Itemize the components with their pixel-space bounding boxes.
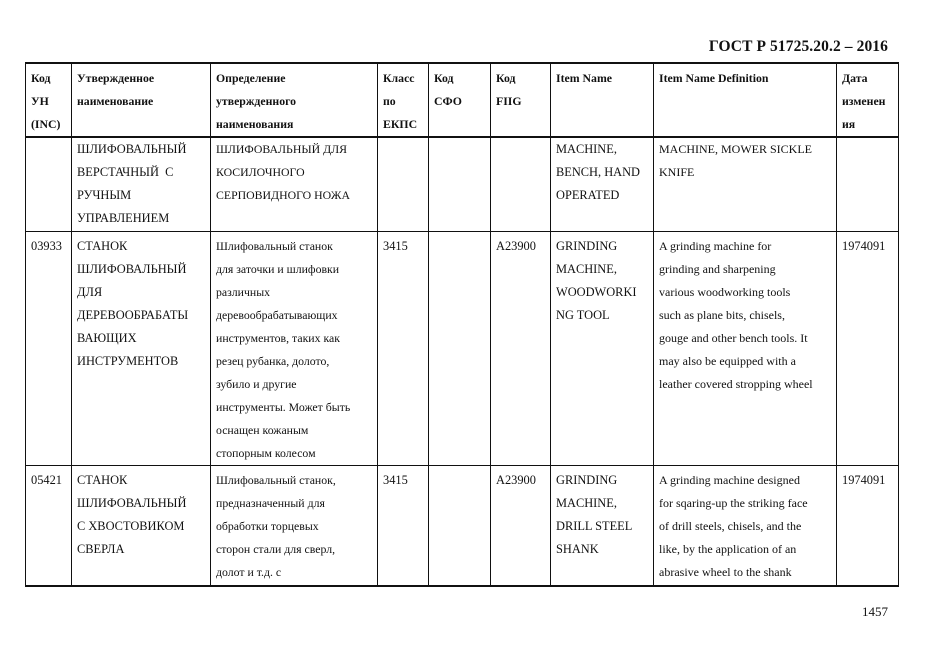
- col-header-sfo-code: Код СФО: [429, 63, 491, 137]
- table-row: [26, 466, 899, 587]
- cell-fiig-code: [491, 137, 551, 232]
- cell-approved-name: СТАНОК ШЛИФОВАЛЬНЫЙ С ХВОСТОВИКОМ СВЕРЛА: [72, 466, 211, 587]
- cell-inc: 03933: [26, 232, 72, 466]
- cell-approved-name: СТАНОК ШЛИФОВАЛЬНЫЙ ДЛЯ ДЕРЕВООБРАБАТЫ ВАЮЩИХ ИНСТРУМЕНТОВ: [72, 232, 211, 466]
- cell-definition-ru: Шлифовальный станок для заточки и шлифовки различных деревообрабатывающих инструментов, таких как резец рубанка, долото, зубило и другие инструменты. Может быть оснащен кожаным стопорным колесом: [211, 232, 378, 466]
- col-header-ekps-class: Класс по ЕКПС: [378, 63, 429, 137]
- col-header-fiig-code: Код FIIG: [491, 63, 551, 137]
- cell-change-date: 1974091: [837, 466, 899, 587]
- col-header-change-date: Дата изменен ия: [837, 63, 899, 137]
- table-row: [26, 232, 899, 466]
- cell-definition-ru: ШЛИФОВАЛЬНЫЙ ДЛЯ КОСИЛОЧНОГО СЕРПОВИДНОГО НОЖА: [211, 137, 378, 232]
- cell-item-definition: MACHINE, MOWER SICKLE KNIFE: [654, 137, 837, 232]
- col-header-item-definition: Item Name Definition: [654, 63, 837, 137]
- col-header-approved-name: Утвержденное наименование: [72, 63, 211, 137]
- cell-sfo-code: [429, 466, 491, 587]
- page-number: 1457: [862, 604, 888, 619]
- cell-item-name: GRINDING MACHINE, DRILL STEEL SHANK: [551, 466, 654, 587]
- cell-inc: [26, 137, 72, 232]
- col-header-inc: Код УН (INC): [26, 63, 72, 137]
- cell-item-name: GRINDING MACHINE, WOODWORKI NG TOOL: [551, 232, 654, 466]
- nomenclature-table: [25, 62, 899, 587]
- cell-item-definition: A grinding machine for grinding and sharpening various woodworking tools such as plane bits, chisels, gouge and other bench tools. It may also be equipped with a leather covered stropping wheel: [654, 232, 837, 466]
- col-header-item-name: Item Name: [551, 63, 654, 137]
- cell-sfo-code: [429, 137, 491, 232]
- standard-number: ГОСТ Р 51725.20.2 – 2016: [708, 38, 888, 55]
- cell-ekps-class: 3415: [378, 232, 429, 466]
- cell-change-date: [837, 137, 899, 232]
- cell-inc: 05421: [26, 466, 72, 587]
- cell-change-date: 1974091: [837, 232, 899, 466]
- cell-fiig-code: A23900: [491, 466, 551, 587]
- cell-ekps-class: 3415: [378, 466, 429, 587]
- cell-fiig-code: A23900: [491, 232, 551, 466]
- table-row: [26, 137, 899, 232]
- cell-definition-ru: Шлифовальный станок, предназначенный для обработки торцевых сторон стали для сверл, долот и т.д. с: [211, 466, 378, 587]
- cell-item-definition: A grinding machine designed for sqaring-up the striking face of drill steels, chisels, and the like, by the application of an abrasive wheel to the shank: [654, 466, 837, 587]
- cell-sfo-code: [429, 232, 491, 466]
- cell-ekps-class: [378, 137, 429, 232]
- table-header-row: [26, 63, 899, 137]
- cell-approved-name: ШЛИФОВАЛЬНЫЙ ВЕРСТАЧНЫЙ С РУЧНЫМ УПРАВЛЕНИЕМ: [72, 137, 211, 232]
- col-header-definition-ru: Определение утвержденного наименования: [211, 63, 378, 137]
- cell-item-name: MACHINE, BENCH, HAND OPERATED: [551, 137, 654, 232]
